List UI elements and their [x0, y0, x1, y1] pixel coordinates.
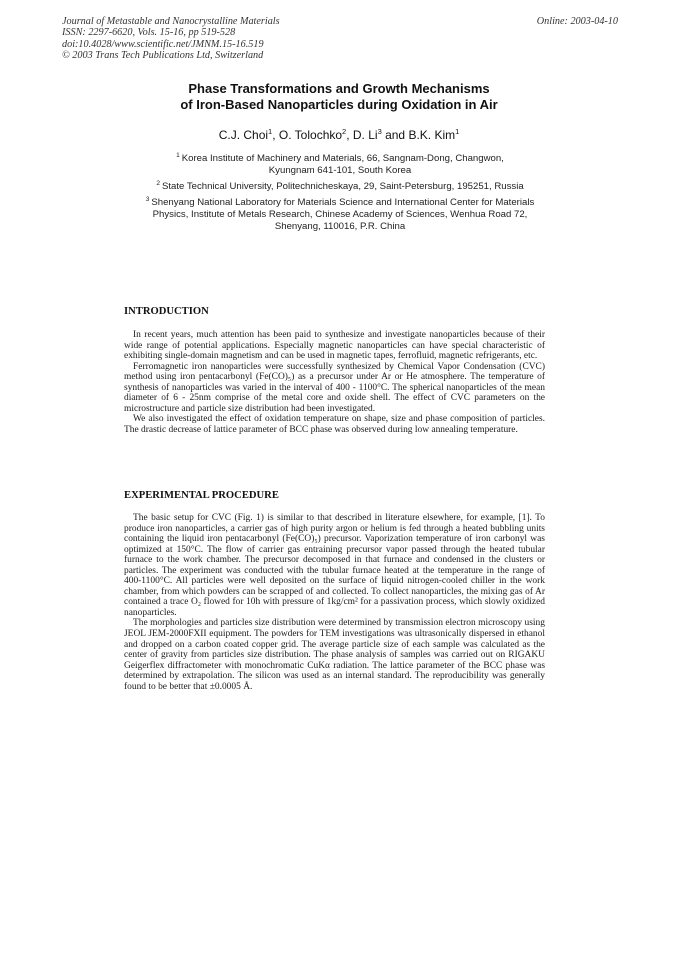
- affiliation-sup: 2: [156, 180, 160, 187]
- experimental-body: [124, 513, 545, 692]
- author-name: C.J. Choi: [218, 128, 269, 142]
- affiliation-line: Shenyang, 110016, P.R. China: [274, 221, 406, 232]
- journal-copyright: © 2003 Trans Tech Publications Ltd, Switzerland: [62, 50, 264, 62]
- author-list: [90, 127, 588, 142]
- journal-issn: ISSN: 2297-6620, Vols. 15-16, pp 519-528: [62, 27, 236, 39]
- author-name: B.K. Kim: [408, 128, 456, 142]
- affiliation-line: Physics, Institute of Metals Research, Chinese Academy of Sciences, Wenhua Road 72,: [152, 209, 528, 220]
- affiliation-line: State Technical University, Politechnicheskaya, 29, Saint-Petersburg, 195251, Russia: [161, 181, 524, 192]
- author-separator: ,: [272, 128, 279, 142]
- author-affil-sup: 1: [455, 127, 460, 136]
- affiliation-sup: 1: [176, 152, 180, 159]
- section-heading-introduction: INTRODUCTION: [124, 306, 209, 317]
- title-line-2: of Iron-Based Nanoparticles during Oxidation in Air: [180, 97, 498, 112]
- author-affil-sup: 2: [342, 127, 347, 136]
- author-separator: ,: [346, 128, 353, 142]
- introduction-body: [124, 330, 545, 435]
- affiliation-2: [112, 178, 568, 193]
- paragraph: The basic setup for CVC (Fig. 1) is similar to that described in literature elsewhere, for example, [1]. To produce iron nanoparticles, a carrier gas of high purity argon or helium is fed through a heated bubbling units containing the liquid iron pentacarbonyl (Fe(CO)₅) precursor. Vaporization temperature of iron carbonyl was optimized at 150°C. The flow of carrier gas entraining precursor vapor passed through the heated tubular furnace to the work chamber. The precursor decomposed in that furnace and condensed in the clusters or particles. The experiment was conducted with the tubular furnace heated at the temperature in the range of 400-1100°C. All particles were well deposited on the surface of liquid nitrogen-cooled chiller in the work chamber, from which powders can be scrapped of and collected. To collect nanoparticles, the mixing gas of Ar contained a trace O₂ flowed for 10h with pressure of 1kg/cm² for a passivation process, which slowly oxidized nanoparticles.: [124, 513, 545, 618]
- title-line-1: Phase Transformations and Growth Mechanisms: [188, 81, 490, 96]
- section-heading-experimental: EXPERIMENTAL PROCEDURE: [124, 490, 279, 501]
- affiliation-line: Shenyang National Laboratory for Materials Science and International Center for Materials: [151, 197, 535, 208]
- journal-name: Journal of Metastable and Nanocrystalline Materials: [62, 16, 280, 27]
- author-affil-sup: 1: [268, 127, 273, 136]
- author-and: and: [381, 128, 409, 142]
- journal-citation: [62, 16, 482, 62]
- journal-doi: doi:10.4028/www.scientific.net/JMNM.15-16.519: [62, 38, 264, 50]
- author-name: O. Tolochko: [278, 128, 343, 142]
- affiliation-line: Kyungnam 641-101, South Korea: [268, 165, 412, 176]
- affiliation-3: [112, 194, 568, 233]
- author-name: D. Li: [352, 128, 378, 142]
- affiliation-line: Korea Institute of Machinery and Materials, 66, Sangnam-Dong, Changwon,: [181, 153, 504, 164]
- paper-title: [90, 81, 588, 113]
- paragraph: In recent years, much attention has been paid to synthesize and investigate nanoparticles because of their wide range of potential applications. Especially magnetic nanoparticles can have special characteristic of exhibiting single-domain magnetism and can be used in magnetic tapes, ferrofluid, magnetic refrigerants, etc.: [124, 330, 545, 362]
- paragraph: Ferromagnetic iron nanoparticles were successfully synthesized by Chemical Vapor Condensation (CVC) method using iron pentacarbonyl (Fe(CO)₅) as a precursor under Ar or He atmosphere. The temperature of synthesis of nanoparticles was varied in the interval of 400 - 1100°C. The spherical nanoparticles of the mean diameter of 6 - 25nm comprise of the metal core and oxide shell. The effect of CVC parameters on the microstructure and particle size distribution had been investigated.: [124, 361, 545, 414]
- paragraph: We also investigated the effect of oxidation temperature on shape, size and phase composition of particles. The drastic decrease of lattice parameter of BCC phase was observed during low annealing temperature.: [124, 414, 545, 435]
- affiliation-1: [112, 150, 568, 177]
- affiliation-sup: 3: [145, 196, 150, 203]
- online-date: Online: 2003-04-10: [536, 16, 618, 27]
- paragraph: The morphologies and particles size distribution were determined by transmission electron microscopy using JEOL JEM-2000FXII equipment. The powders for TEM investigations was ultrasonically dispersed in ethanol and dropped on a carbon coated copper grid. The average particle size of each sample was calculated as the center of gravity from particles size distribution. The phase analysis of samples was carried out on RIGAKU Geigerflex diffractometer with monochromatic CuKα radiation. The lattice parameter of the BCC phase was determined by extrapolation. The silicon was used as an internal standard. The reproducibility was generally found to be better that ±0.0005 Å.: [124, 618, 545, 692]
- author-affil-sup: 3: [377, 127, 382, 136]
